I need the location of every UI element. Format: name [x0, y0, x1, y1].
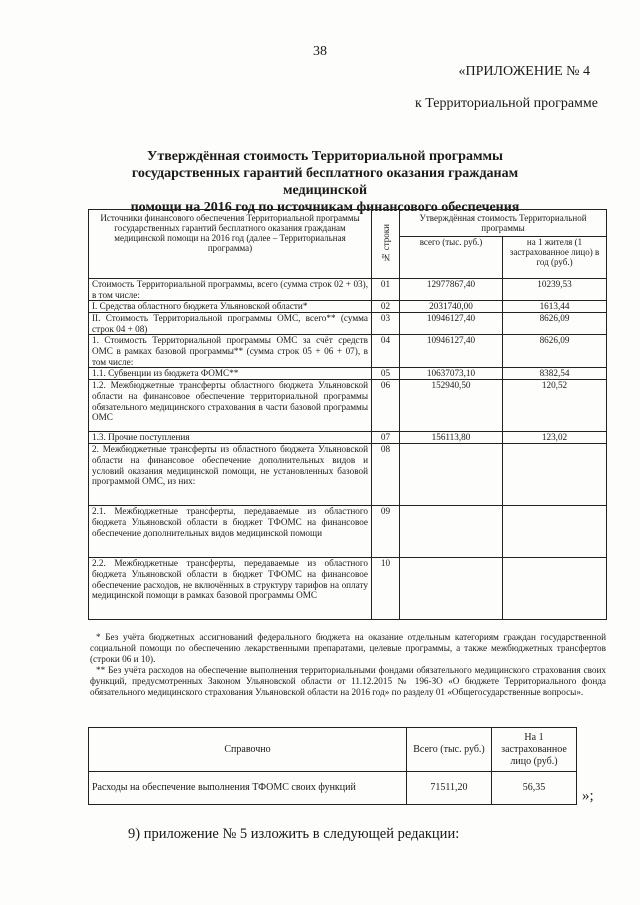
header-sources: Источники финансового обеспечения Территориальной программы государственных гарантий бесплатного оказания гражданам медицинской помощи на 2016 год (далее – Территориальная программа): [89, 210, 372, 279]
reference-header-label: Справочно: [89, 728, 407, 772]
reference-table: [88, 727, 577, 805]
row-total: 152940,50: [400, 380, 503, 432]
row-per-capita: 10239,53: [503, 279, 607, 301]
row-code: 05: [372, 368, 400, 380]
row-per-capita: 8626,09: [503, 313, 607, 335]
row-code: 10: [372, 558, 400, 620]
reference-row-total: 71511,20: [407, 772, 492, 805]
row-per-capita: 123,02: [503, 432, 607, 444]
document-title: [95, 148, 555, 216]
table-row: [89, 506, 607, 558]
table-row: [89, 432, 607, 444]
row-per-capita: 1613,44: [503, 301, 607, 313]
reference-row-label: Расходы на обеспечение выполнения ТФОМС своих функций: [89, 772, 407, 805]
row-per-capita: [503, 444, 607, 506]
header-row-number: [372, 210, 400, 279]
row-code: 02: [372, 301, 400, 313]
row-label: I. Средства областного бюджета Ульяновской области*: [89, 301, 372, 313]
table-body: [89, 279, 607, 620]
page-number: 38: [313, 44, 327, 59]
header-total: всего (тыс. руб.): [400, 237, 503, 279]
header-cost-group: Утверждённая стоимость Территориальной программы: [400, 210, 607, 237]
closing-quote: »;: [582, 788, 594, 804]
table-row: [89, 279, 607, 301]
row-label: 1.2. Межбюджетные трансферты областного бюджета Ульяновской области на финансовое обеспечение территориальной программы обязательного медицинского страхования в части базовой программы ОМС: [89, 380, 372, 432]
row-code: 06: [372, 380, 400, 432]
title-line: помощи на 2016 год по источникам финансового обеспечения: [130, 200, 520, 215]
row-label: 1.1. Субвенции из бюджета ФОМС**: [89, 368, 372, 380]
row-code: 04: [372, 335, 400, 368]
reference-row-per: 56,35: [492, 772, 577, 805]
row-total: [400, 558, 503, 620]
table-row: [89, 313, 607, 335]
funding-sources-table: [88, 209, 607, 620]
table-row: [89, 380, 607, 432]
reference-header-per: На 1 застрахованное лицо (руб.): [492, 728, 577, 772]
row-label: 1. Стоимость Территориальной программы ОМС за счёт средств ОМС в рамках базовой программы** (сумма строк 05 + 06 + 07), в том числе:: [89, 335, 372, 368]
row-label: 1.3. Прочие поступления: [89, 432, 372, 444]
row-per-capita: 120,52: [503, 380, 607, 432]
row-total: 10637073,10: [400, 368, 503, 380]
instruction-text: 9) приложение № 5 изложить в следующей редакции:: [128, 826, 460, 842]
footnotes: [90, 632, 606, 699]
row-label: 2. Межбюджетные трансферты из областного бюджета Ульяновской области на финансовое обеспечение дополнительных видов и условий оказания медицинской помощи, не установленных базовой программой ОМС, из них:: [89, 444, 372, 506]
row-code: 01: [372, 279, 400, 301]
appendix-subtitle: к Территориальной программе: [414, 96, 598, 111]
table-row: [89, 335, 607, 368]
table-row: [89, 558, 607, 620]
row-per-capita: 8626,09: [503, 335, 607, 368]
row-total: 10946127,40: [400, 313, 503, 335]
row-code: 03: [372, 313, 400, 335]
title-line: Утверждённая стоимость Территориальной программы: [147, 149, 503, 164]
title-line: государственных гарантий бесплатного оказания гражданам медицинской: [131, 166, 519, 198]
row-label: II. Стоимость Территориальной программы ОМС, всего** (сумма строк 04 + 08): [89, 313, 372, 335]
row-code: 07: [372, 432, 400, 444]
footnote: * Без учёта бюджетных ассигнований федерального бюджета на оказание отдельным категориям граждан государственной социальной помощи по обеспечению лекарственными препаратами, целевые программы, а также межбюджетных трансфертов (строки 06 и 10).: [90, 632, 606, 664]
row-total: 10946127,40: [400, 335, 503, 368]
table-row: [89, 301, 607, 313]
reference-header-total: Всего (тыс. руб.): [407, 728, 492, 772]
row-label: 2.2. Межбюджетные трансферты, передаваемые из областного бюджета Ульяновской области в бюджет ТФОМС на финансовое обеспечение расходов, не включённых в структуру тарифов на оплату медицинской помощи в рамках базовой программы ОМС: [89, 558, 372, 620]
row-label: Стоимость Территориальной программы, всего (сумма строк 02 + 03), в том числе:: [89, 279, 372, 301]
table-row: [89, 444, 607, 506]
table-row: [89, 368, 607, 380]
header-per-capita: на 1 жителя (1 застрахованное лицо) в год (руб.): [503, 237, 607, 279]
appendix-title: «ПРИЛОЖЕНИЕ № 4: [458, 64, 590, 79]
row-total: [400, 444, 503, 506]
row-number-label: № строки: [380, 223, 391, 263]
row-per-capita: 8382,54: [503, 368, 607, 380]
row-code: 08: [372, 444, 400, 506]
footnote: ** Без учёта расходов на обеспечение выполнения территориальными фондами обязательного медицинского страхования своих функций, предусмотренных Законом Ульяновской области от 11.12.2015 № 196-ЗО «О бюджете Территориального фонда обязательного медицинского страхования Ульяновской области на 2016 год» по разделу 01 «Общегосударственные вопросы».: [90, 665, 606, 697]
row-code: 09: [372, 506, 400, 558]
row-total: 2031740,00: [400, 301, 503, 313]
row-per-capita: [503, 558, 607, 620]
row-total: 12977867,40: [400, 279, 503, 301]
row-total: [400, 506, 503, 558]
row-label: 2.1. Межбюджетные трансферты, передаваемые из областного бюджета Ульяновской области в бюджет ТФОМС на финансовое обеспечение дополнительных видов медицинской помощи: [89, 506, 372, 558]
row-total: 156113,80: [400, 432, 503, 444]
row-per-capita: [503, 506, 607, 558]
